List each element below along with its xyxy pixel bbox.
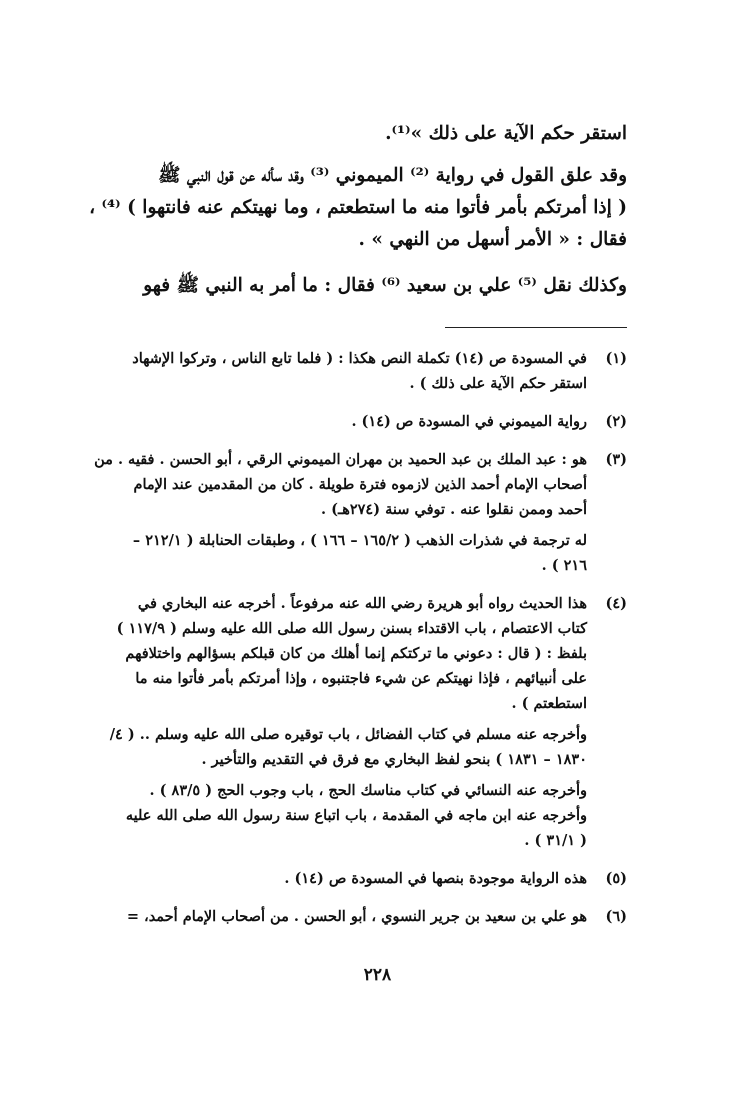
footnote-line: ٢١٦ ) .: [541, 557, 587, 574]
footnote-paragraph: [94, 528, 587, 578]
main-text: [89, 118, 627, 316]
footnotes-section: [94, 346, 627, 942]
footnote: [127, 904, 627, 935]
footnote-paragraph: [127, 866, 587, 891]
footnote-line: هذا الحديث رواه أبو هريرة رضي الله عنه مرفوعاً . أخرجه عنه البخاري في: [137, 595, 587, 612]
main-line: وقد علق القول في رواية ⁽²⁾ الميموني ⁽³⁾ وقد سأله عن قول النبي ﷺ: [158, 165, 627, 186]
footnote-line: على أنبيائهم ، فإذا نهيتكم عن شيء فاجتنبوه ، وإذا أمرتكم بأمر فأتوا منه ما: [135, 670, 587, 687]
footnote-line: استطعتم ) .: [511, 695, 587, 712]
footnote-line: ( ٣١/١ ) .: [524, 832, 587, 849]
footnote: [127, 866, 627, 897]
main-paragraph-2: [89, 160, 627, 256]
footnote-paragraph: [110, 591, 587, 716]
footnote-paragraph: [94, 447, 587, 522]
footnote: [94, 447, 627, 584]
footnote-line: له ترجمة في شذرات الذهب ( ١٦٥/٢ – ١٦٦ ) ، وطبقات الحنابلة ( ٢١٢/١ –: [132, 532, 587, 549]
main-paragraph-3: [127, 270, 627, 302]
footnote-line: رواية الميموني في المسودة ص (١٤) .: [351, 413, 587, 430]
footnote-paragraph: [127, 904, 587, 929]
footnote-body: [94, 447, 587, 584]
main-line: وكذلك نقل ⁽⁵⁾ علي بن سعيد ⁽⁶⁾ فقال : ما أمر به النبي ﷺ فهو: [143, 275, 627, 296]
footnote-body: [127, 904, 587, 935]
footnote-paragraph: [127, 409, 587, 434]
main-line: ( إذا أمرتكم بأمر فأتوا منه ما استطعتم ، وما نهيتكم عنه فانتهوا ) ⁽⁴⁾ ،: [89, 197, 627, 218]
footnote-line: وأخرجه عنه النسائي في كتاب مناسك الحج ، باب وجوب الحج ( ٨٣/٥ ) .: [149, 782, 587, 799]
footnote-line: في المسودة ص (١٤) تكملة النص هكذا : ( فلما تابع الناس ، وتركوا الإشهاد: [132, 350, 587, 367]
footnote-line: بلفظ : ( قال : دعوني ما تركتكم إنما أهلك من كان قبلكم بسؤالهم واختلافهم: [125, 645, 587, 662]
footnote-number: (٦): [605, 908, 627, 925]
footnote-line: هو علي بن سعيد بن جرير النسوي ، أبو الحسن . من أصحاب الإمام أحمد، =: [126, 908, 587, 925]
footnote-line: أحمد وممن نقلوا عنه . توفي سنة (٢٧٤هـ) .: [321, 501, 587, 518]
footnote: [127, 346, 627, 402]
main-line: فقال : « الأمر أسهل من النهي » .: [358, 229, 627, 250]
footnote-body: [127, 409, 587, 440]
footnote-divider: [445, 327, 627, 328]
footnote-paragraph: [110, 722, 587, 772]
footnote-paragraph: [110, 778, 587, 853]
footnote-number: (٢): [605, 413, 627, 430]
footnote-line: وأخرجه عنه ابن ماجه في المقدمة ، باب اتباع سنة رسول الله صلى الله عليه: [125, 807, 587, 824]
main-paragraph-1: [127, 118, 627, 150]
footnote-body: [127, 346, 587, 402]
footnote: [127, 409, 627, 440]
footnote-line: هذه الرواية موجودة بنصها في المسودة ص (١٤) .: [284, 870, 587, 887]
page-number: ٢٢٨: [363, 965, 392, 985]
footnote-body: [110, 591, 587, 859]
footnote-number: (١): [605, 350, 627, 367]
footnote-paragraph: [127, 346, 587, 396]
footnote-number: (٤): [605, 595, 627, 612]
footnote-number: (٣): [605, 451, 627, 468]
footnote-line: وأخرجه عنه مسلم في كتاب الفضائل ، باب توقيره صلى الله عليه وسلم .. ( ٤/: [109, 726, 587, 743]
footnote-body: [127, 866, 587, 897]
footnote-line: أصحاب الإمام أحمد الذين لازموه فترة طويلة . كان من المقدمين عند الإمام: [133, 476, 587, 493]
footnote-line: كتاب الاعتصام ، باب الاقتداء بسنن رسول الله صلى الله عليه وسلم ( ١١٧/٩ ): [116, 620, 587, 637]
footnote: [109, 591, 627, 859]
footnote-line: استقر حكم الآية على ذلك ) .: [409, 375, 587, 392]
footnote-line: هو : عبد الملك بن عبد الحميد بن مهران الميموني الرقي ، أبو الحسن . فقيه . من: [94, 451, 587, 468]
footnote-line: ١٨٣٠ – ١٨٣١ ) بنحو لفظ البخاري مع فرق في التقديم والتأخير .: [201, 751, 587, 768]
footnote-number: (٥): [605, 870, 627, 887]
main-line: استقر حكم الآية على ذلك »⁽¹⁾.: [385, 123, 627, 144]
